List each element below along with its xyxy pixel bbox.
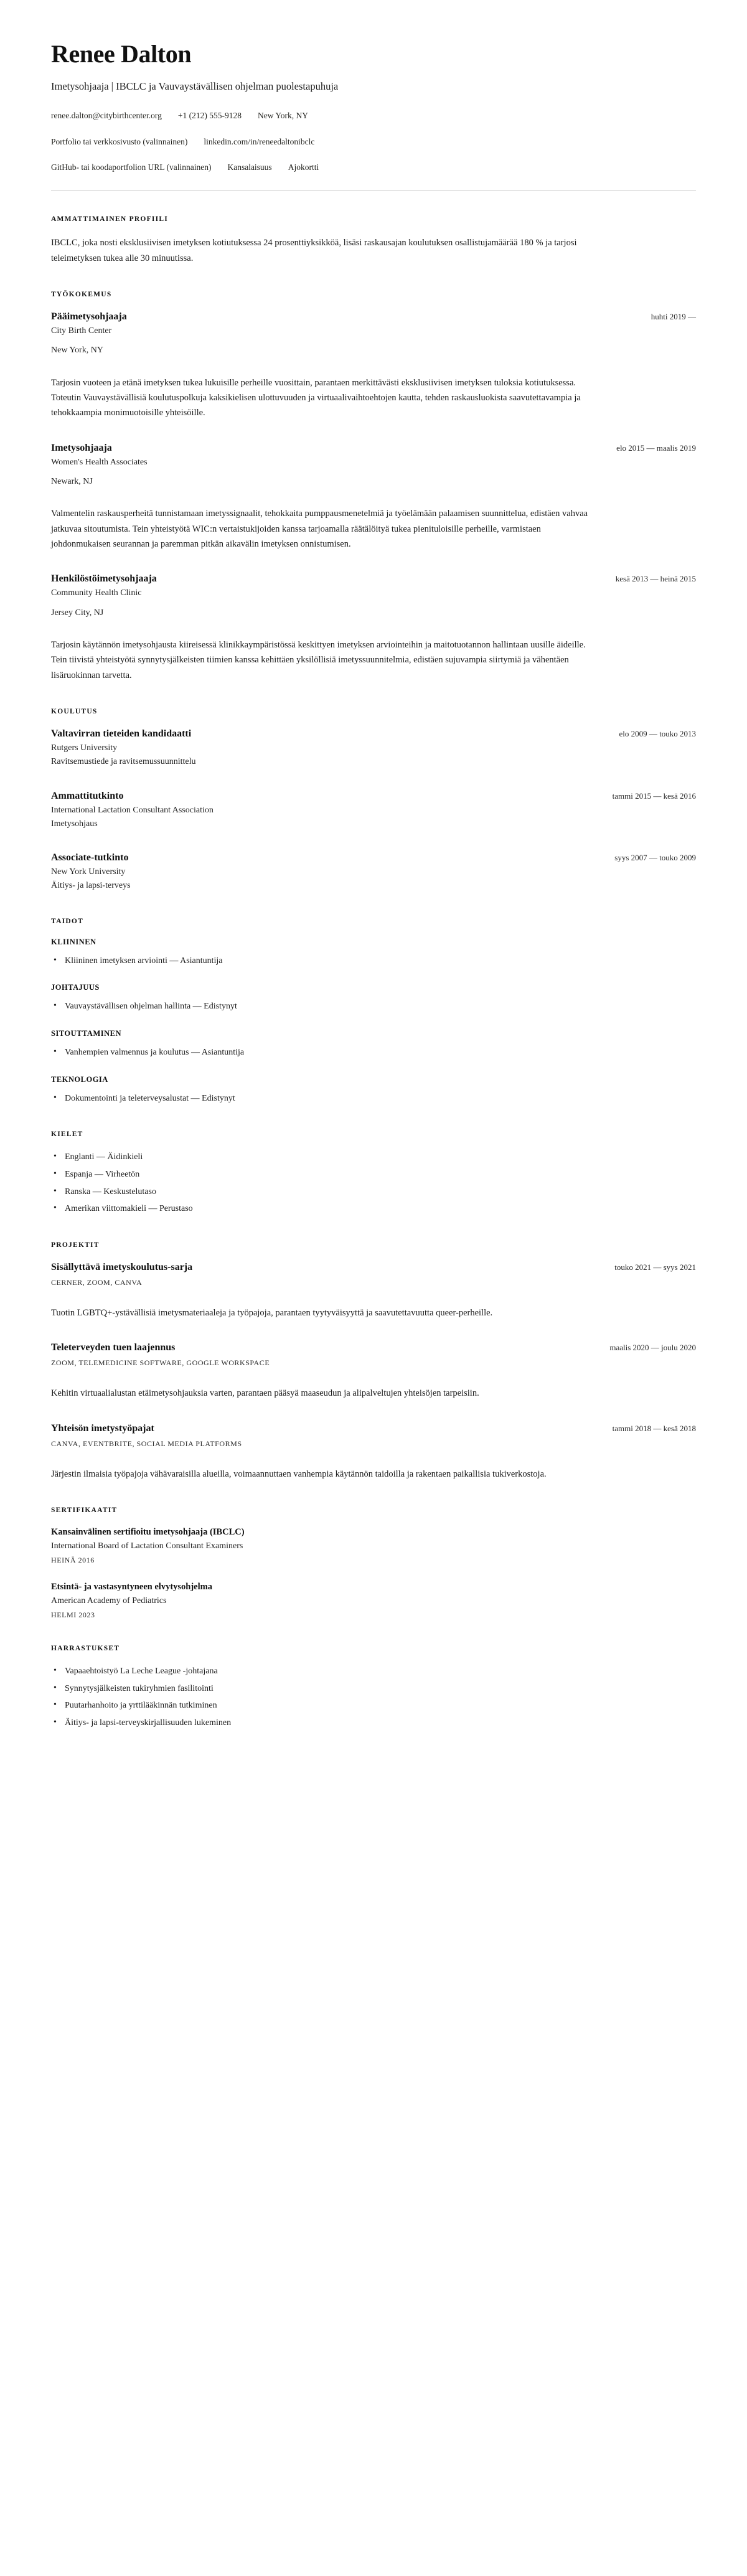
language-item: • Amerikan viittomakieli — Perustaso	[51, 1202, 696, 1216]
project-entry-head	[51, 1261, 696, 1274]
job-description: Valmentelin raskausperheitä tunnistamaan imetyssignaalit, tehokkaita pumppausmenetelmiä ja työelämään palaamisen suunnittelua, edistäen vahvaa jatkuvaa sitoutumista. Tein yhteistyötä WIC:n vertaistukijoiden kanssa tarjoamalla räätälöityä tukea pienituloisille perheille, varmistaen johdonmukaisen seurannan ja paremman pitkän aikavälin imetyksen onnistumisen.	[51, 509, 588, 549]
section-experience	[51, 291, 696, 683]
skill-list	[51, 1092, 696, 1106]
contact-row-links	[51, 136, 696, 148]
skill-group-technology	[51, 1075, 696, 1106]
experience-entry	[51, 573, 696, 683]
degree-title: Ammattitutkinto	[51, 790, 124, 801]
email-value[interactable]: renee.dalton@citybirthcenter.org	[51, 111, 162, 121]
section-title-hobbies: HARRASTUKSET	[51, 1644, 120, 1652]
phone-value[interactable]: +1 (212) 555-9128	[177, 111, 242, 121]
location-value: New York, NY	[257, 111, 308, 121]
education-entry	[51, 852, 696, 893]
job-description: Tarjosin käytännön imetysohjausta kiireisessä klinikkaympäristössä keskittyen imetyksen arviointeihin ja maitotuotannon hallintaan uusille äideille. Tein tiivistä yhteistyötä synnytysjälkeisten tiimien kanssa kehittäen yksilöllisiä imetyssuunnitelmia, edistäen sujuvampia siirtymiä ja vähentäen lisäruokinnan tarvetta.	[51, 639, 586, 680]
skill-item: • Vanhempien valmennus ja koulutus — Asiantuntija	[51, 1046, 696, 1060]
job-role: Pääimetysohjaaja	[51, 311, 127, 322]
certificate-entry	[51, 1581, 696, 1620]
project-tech-stack: CERNER, ZOOM, CANVA	[51, 1278, 143, 1287]
section-profile	[51, 215, 696, 266]
job-organization: Women's Health Associates	[51, 457, 148, 467]
skill-group-label: JOHTAJUUS	[51, 983, 100, 992]
job-organization: Community Health Clinic	[51, 588, 142, 598]
skill-group-label: KLIININEN	[51, 937, 96, 946]
job-dates: huhti 2019 —	[651, 311, 696, 321]
degree-dates: tammi 2015 — kesä 2016	[612, 791, 696, 801]
education-entry-head	[51, 852, 696, 864]
degree-title: Associate-tutkinto	[51, 852, 129, 863]
experience-entry	[51, 311, 696, 421]
section-title-experience: TYÖKOKEMUS	[51, 290, 112, 298]
education-entry-head	[51, 790, 696, 802]
education-entry-head	[51, 728, 696, 740]
degree-title: Valtavirran tieteiden kandidaatti	[51, 728, 192, 739]
degree-dates: elo 2009 — touko 2013	[619, 728, 696, 738]
contact-row-extra	[51, 161, 696, 174]
job-role: Imetysohjaaja	[51, 442, 112, 453]
degree-dates: syys 2007 — touko 2009	[614, 853, 696, 863]
portfolio-label[interactable]: Portfolio tai verkkosivusto (valinnainen)	[51, 136, 188, 146]
linkedin-value[interactable]: linkedin.com/in/reneedaltonibclc	[204, 136, 315, 146]
skill-item: • Dokumentointi ja teleterveysalustat — Edistynyt	[51, 1092, 696, 1106]
project-description: Järjestin ilmaisia työpajoja vähävaraisilla alueilla, voimaannuttaen vanhempia käytännön taidoilla ja rakentaen paikallisia tukiverkostoja.	[51, 1469, 547, 1479]
hobby-item: • Puutarhanhoito ja yrttilääkinnän tutkiminen	[51, 1699, 696, 1713]
education-entry	[51, 790, 696, 831]
field-of-study: Äitiys- ja lapsi-terveys	[51, 881, 131, 891]
experience-entry-head	[51, 442, 696, 454]
drivers-license-label: Ajokortti	[288, 162, 319, 172]
section-certificates	[51, 1507, 696, 1620]
skill-group-engagement	[51, 1029, 696, 1060]
section-title-profile: AMMATTIMAINEN PROFIILI	[51, 215, 168, 223]
professional-headline: Imetysohjaaja | IBCLC ja Vauvaystävällisen ohjelman puolestapuhuja	[51, 80, 339, 92]
project-entry-head	[51, 1422, 696, 1435]
certificate-name: Kansainvälinen sertifioitu imetysohjaaja (IBCLC)	[51, 1527, 245, 1538]
experience-entry-head	[51, 573, 696, 585]
resume-header	[51, 41, 696, 190]
project-name: Yhteisön imetystyöpajat	[51, 1422, 154, 1434]
project-entry	[51, 1261, 696, 1320]
hobby-item: • Synnytysjälkeisten tukiryhmien fasilitointi	[51, 1682, 696, 1696]
language-item: • Ranska — Keskustelutaso	[51, 1185, 696, 1200]
page-title: Renee Dalton	[51, 40, 192, 68]
profile-summary: IBCLC, joka nosti eksklusiivisen imetyksen kotiutuksessa 24 prosenttiyksikköä, lisäsi raskausajan koulutuksen osallistujamäärää 180 % ja tarjosi teleimetyksen tukea alle 30 minuutissa.	[51, 238, 577, 263]
section-skills	[51, 918, 696, 1106]
skill-list	[51, 1000, 696, 1014]
project-dates: maalis 2020 — joulu 2020	[609, 1343, 696, 1353]
job-organization: City Birth Center	[51, 326, 112, 336]
hobby-item: • Vapaaehtoistyö La Leche League -johtajana	[51, 1665, 696, 1679]
field-of-study: Ravitsemustiede ja ravitsemussuunnittelu	[51, 757, 196, 767]
project-name: Teleterveyden tuen laajennus	[51, 1342, 176, 1353]
school-name: New York University	[51, 867, 126, 877]
language-list	[51, 1150, 696, 1216]
section-projects	[51, 1241, 696, 1482]
section-title-projects: PROJEKTIT	[51, 1241, 100, 1249]
job-location: New York, NY	[51, 346, 104, 355]
section-title-languages: KIELET	[51, 1131, 83, 1139]
section-title-certificates: SERTIFIKAATIT	[51, 1507, 118, 1515]
skill-list	[51, 1046, 696, 1060]
skill-group-label: SITOUTTAMINEN	[51, 1029, 122, 1038]
skill-group-leadership	[51, 983, 696, 1014]
skill-item: • Vauvaystävällisen ohjelman hallinta — Edistynyt	[51, 1000, 696, 1014]
skill-list	[51, 954, 696, 969]
experience-entry-head	[51, 311, 696, 323]
project-entry-head	[51, 1342, 696, 1354]
citizenship-label: Kansalaisuus	[227, 162, 272, 172]
project-tech-stack: ZOOM, TELEMEDICINE SOFTWARE, GOOGLE WORKSPACE	[51, 1358, 270, 1368]
language-item: • Englanti — Äidinkieli	[51, 1150, 696, 1165]
job-location: Newark, NJ	[51, 476, 93, 486]
section-education	[51, 708, 696, 893]
project-entry	[51, 1422, 696, 1482]
section-title-education: KOULUTUS	[51, 707, 98, 715]
language-item: • Espanja — Virheetön	[51, 1168, 696, 1182]
field-of-study: Imetysohjaus	[51, 819, 98, 829]
certificate-date: HEINÄ 2016	[51, 1556, 95, 1565]
skill-group-label: TEKNOLOGIA	[51, 1074, 108, 1084]
job-description: Tarjosin vuoteen ja etänä imetyksen tukea lukuisille perheille vuosittain, parantaen merkittävästi eksklusiivisen imetyksen tuloksia kotiutuksessa. Toteutin Vauvaystävällisiä koulutuspolkuja kaksikielisen ulottuvuuden ja virtuaalivaihtoehtojen kautta, tehden raskausluokista saavutettavampia ja tehokkaampia monimuotoisille yhteisöille.	[51, 377, 581, 418]
school-name: Rutgers University	[51, 743, 118, 753]
project-description: Tuotin LGBTQ+-ystävällisiä imetysmateriaaleja ja työpajoja, parantaen tyytyväisyyttä ja saavutettavuutta queer-perheille.	[51, 1308, 493, 1319]
github-label[interactable]: GitHub- tai koodaportfolion URL (valinnainen)	[51, 162, 212, 172]
certificate-issuer: International Board of Lactation Consultant Examiners	[51, 1541, 243, 1551]
project-name: Sisällyttävä imetyskoulutus-sarja	[51, 1262, 193, 1273]
certificate-date: HELMI 2023	[51, 1610, 95, 1619]
hobby-item: • Äitiys- ja lapsi-terveyskirjallisuuden lukeminen	[51, 1716, 696, 1731]
job-location: Jersey City, NJ	[51, 608, 104, 618]
section-hobbies	[51, 1645, 696, 1731]
project-entry	[51, 1342, 696, 1401]
skill-item: • Kliininen imetyksen arviointi — Asiantuntija	[51, 954, 696, 969]
school-name: International Lactation Consultant Association	[51, 805, 214, 815]
project-description: Kehitin virtuaalialustan etäimetysohjauksia varten, parantaen pääsyä maaseudun ja alipalveltujen yhteisöjen tarpeisiin.	[51, 1388, 479, 1399]
education-entry	[51, 728, 696, 769]
certificate-issuer: American Academy of Pediatrics	[51, 1596, 167, 1605]
section-languages	[51, 1131, 696, 1216]
job-role: Henkilöstöimetysohjaaja	[51, 573, 157, 585]
project-dates: tammi 2018 — kesä 2018	[612, 1423, 696, 1433]
project-dates: touko 2021 — syys 2021	[614, 1262, 696, 1272]
skill-group-clinical	[51, 938, 696, 969]
certificate-entry	[51, 1526, 696, 1565]
project-tech-stack: CANVA, EVENTBRITE, SOCIAL MEDIA PLATFORMS	[51, 1439, 242, 1448]
experience-entry	[51, 442, 696, 552]
section-title-skills: TAIDOT	[51, 917, 84, 925]
certificate-name: Etsintä- ja vastasyntyneen elvytysohjelma	[51, 1582, 212, 1592]
job-dates: kesä 2013 — heinä 2015	[615, 574, 696, 584]
job-dates: elo 2015 — maalis 2019	[616, 443, 696, 453]
hobby-list	[51, 1665, 696, 1731]
contact-row-primary	[51, 110, 696, 122]
